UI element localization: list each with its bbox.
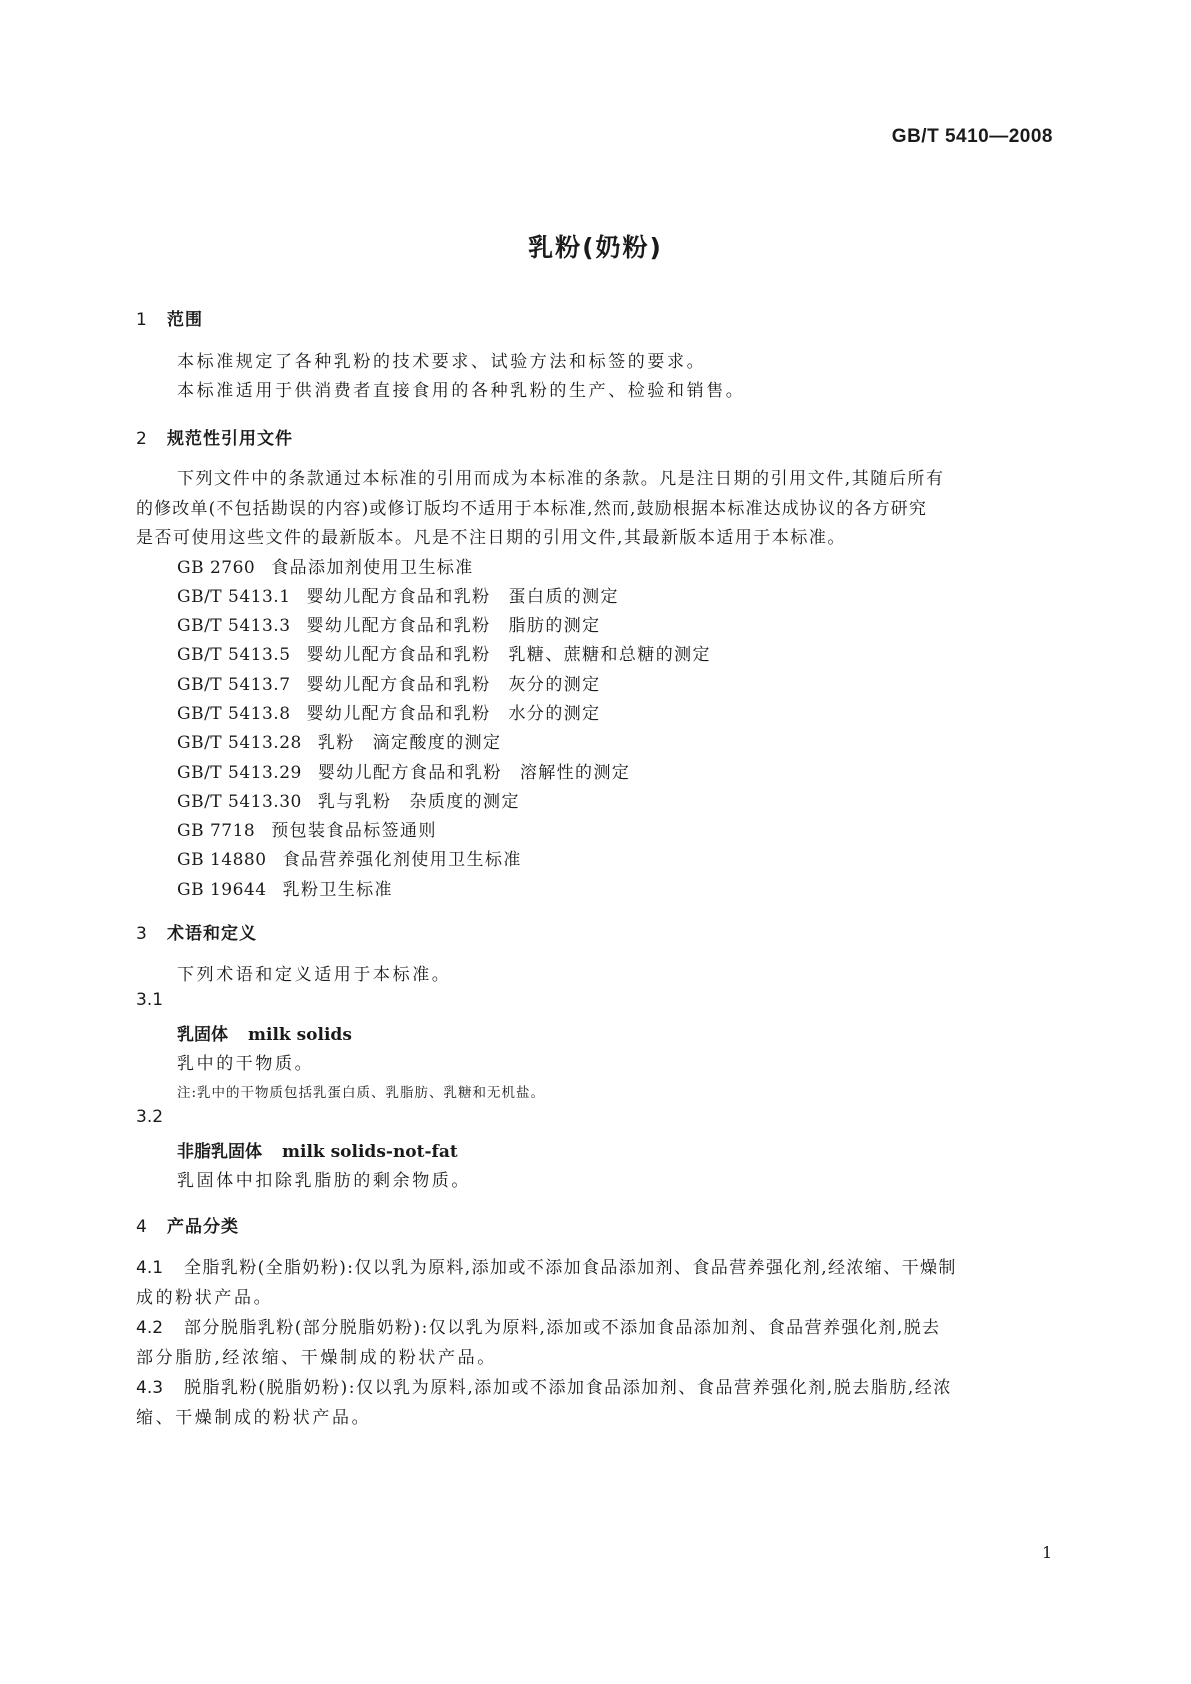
reference-title: 婴幼儿配方食品和乳粉 [317, 763, 502, 783]
standard-code: GB/T 5410—2008 [891, 126, 1053, 147]
reference-item [177, 611, 601, 636]
term-definition: 乳中的干物质。 [177, 1054, 315, 1074]
document-title: 乳粉(奶粉) [528, 233, 663, 262]
reference-item [177, 816, 437, 841]
paragraph-line: 成的粉状产品。 [136, 1288, 274, 1308]
reference-subtitle: 杂质度的测定 [409, 792, 520, 812]
term-english: milk solids-not-fat [282, 1142, 458, 1162]
term-definition: 乳固体中扣除乳脂肪的剩余物质。 [177, 1171, 471, 1191]
reference-title: 乳与乳粉 [317, 792, 392, 812]
term-chinese: 乳固体 [177, 1025, 228, 1045]
reference-title: 婴幼儿配方食品和乳粉 [306, 616, 491, 636]
section-2-heading [136, 424, 293, 449]
reference-subtitle: 滴定酸度的测定 [372, 733, 502, 753]
section-title: 范围 [167, 310, 203, 330]
paragraph-line: 是否可使用这些文件的最新版本。凡是不注日期的引用文件,其最新版本适用于本标准。 [136, 528, 846, 548]
reference-title: 婴幼儿配方食品和乳粉 [306, 587, 491, 607]
reference-item [177, 845, 522, 870]
reference-item [177, 787, 520, 812]
paragraph-line: 下列文件中的条款通过本标准的引用而成为本标准的条款。凡是注日期的引用文件,其随后所有 [177, 469, 945, 489]
section-number: 2 [136, 429, 148, 449]
reference-item [177, 728, 501, 753]
reference-code: GB/T 5413.3 [177, 616, 291, 636]
clause-number: 4.2 [136, 1318, 164, 1338]
category-clause [136, 1253, 957, 1278]
clause-number: 4.1 [136, 1258, 164, 1278]
category-clause [136, 1373, 952, 1398]
reference-subtitle: 乳糖、蔗糖和总糖的测定 [508, 645, 711, 665]
reference-code: GB/T 5413.1 [177, 587, 291, 607]
paragraph-line: 的修改单(不包括勘误的内容)或修订版均不适用于本标准,然而,鼓励根据本标准达成协议的各方研究 [136, 499, 927, 519]
category-clause [136, 1313, 941, 1338]
reference-title: 婴幼儿配方食品和乳粉 [306, 704, 491, 724]
reference-code: GB 2760 [177, 558, 256, 578]
paragraph-line: 本标准规定了各种乳粉的技术要求、试验方法和标签的要求。 [177, 352, 707, 372]
reference-title: 乳粉 [317, 733, 355, 753]
clause-text: 脱脂乳粉(脱脂奶粉):仅以乳为原料,添加或不添加食品添加剂、食品营养强化剂,脱去脂肪,经浓 [184, 1378, 952, 1398]
reference-code: GB/T 5413.28 [177, 733, 302, 753]
clause-number: 3.2 [136, 1107, 164, 1127]
term-chinese: 非脂乳固体 [177, 1142, 262, 1162]
reference-title: 婴幼儿配方食品和乳粉 [306, 645, 491, 665]
reference-code: GB 7718 [177, 821, 256, 841]
reference-item [177, 640, 711, 665]
reference-item [177, 699, 601, 724]
section-number: 1 [136, 310, 148, 330]
reference-title: 食品营养强化剂使用卫生标准 [282, 850, 522, 870]
page-number: 1 [1042, 1543, 1053, 1562]
reference-subtitle: 脂肪的测定 [508, 616, 601, 636]
paragraph-line: 本标准适用于供消费者直接食用的各种乳粉的生产、检验和销售。 [177, 381, 746, 401]
reference-title: 婴幼儿配方食品和乳粉 [306, 675, 491, 695]
clause-text: 全脂乳粉(全脂奶粉):仅以乳为原料,添加或不添加食品添加剂、食品营养强化剂,经浓缩、干燥制 [184, 1258, 957, 1278]
reference-code: GB/T 5413.30 [177, 792, 302, 812]
reference-item [177, 875, 393, 900]
section-1-heading [136, 305, 203, 330]
section-number: 4 [136, 1217, 148, 1237]
section-title: 术语和定义 [167, 924, 257, 944]
reference-subtitle: 溶解性的测定 [519, 763, 631, 783]
paragraph-line: 下列术语和定义适用于本标准。 [177, 965, 452, 985]
reference-title: 预包装食品标签通则 [271, 821, 437, 841]
term-note: 注:乳中的干物质包括乳蛋白质、乳脂肪、乳糖和无机盐。 [177, 1085, 546, 1101]
reference-item [177, 553, 474, 578]
section-number: 3 [136, 924, 148, 944]
section-4-heading [136, 1212, 239, 1237]
clause-text: 部分脱脂乳粉(部分脱脂奶粉):仅以乳为原料,添加或不添加食品添加剂、食品营养强化剂,脱去 [184, 1318, 941, 1338]
section-3-heading [136, 919, 257, 944]
clause-number: 3.1 [136, 990, 164, 1010]
term-entry [177, 1020, 352, 1045]
section-title: 规范性引用文件 [167, 429, 293, 449]
reference-code: GB/T 5413.5 [177, 645, 291, 665]
reference-title: 食品添加剂使用卫生标准 [271, 558, 474, 578]
reference-title: 乳粉卫生标准 [282, 880, 393, 900]
reference-code: GB 14880 [177, 850, 267, 870]
term-entry [177, 1137, 458, 1162]
reference-item [177, 582, 619, 607]
reference-code: GB/T 5413.8 [177, 704, 291, 724]
reference-subtitle: 蛋白质的测定 [508, 587, 619, 607]
reference-code: GB/T 5413.7 [177, 675, 291, 695]
reference-item [177, 670, 601, 695]
reference-subtitle: 水分的测定 [508, 704, 601, 724]
reference-subtitle: 灰分的测定 [508, 675, 601, 695]
section-title: 产品分类 [167, 1217, 239, 1237]
reference-code: GB/T 5413.29 [177, 763, 302, 783]
paragraph-line: 部分脂肪,经浓缩、干燥制成的粉状产品。 [136, 1348, 497, 1368]
clause-number: 4.3 [136, 1378, 164, 1398]
term-english: milk solids [248, 1025, 352, 1045]
reference-item [177, 758, 630, 783]
reference-code: GB 19644 [177, 880, 267, 900]
paragraph-line: 缩、干燥制成的粉状产品。 [136, 1408, 372, 1428]
